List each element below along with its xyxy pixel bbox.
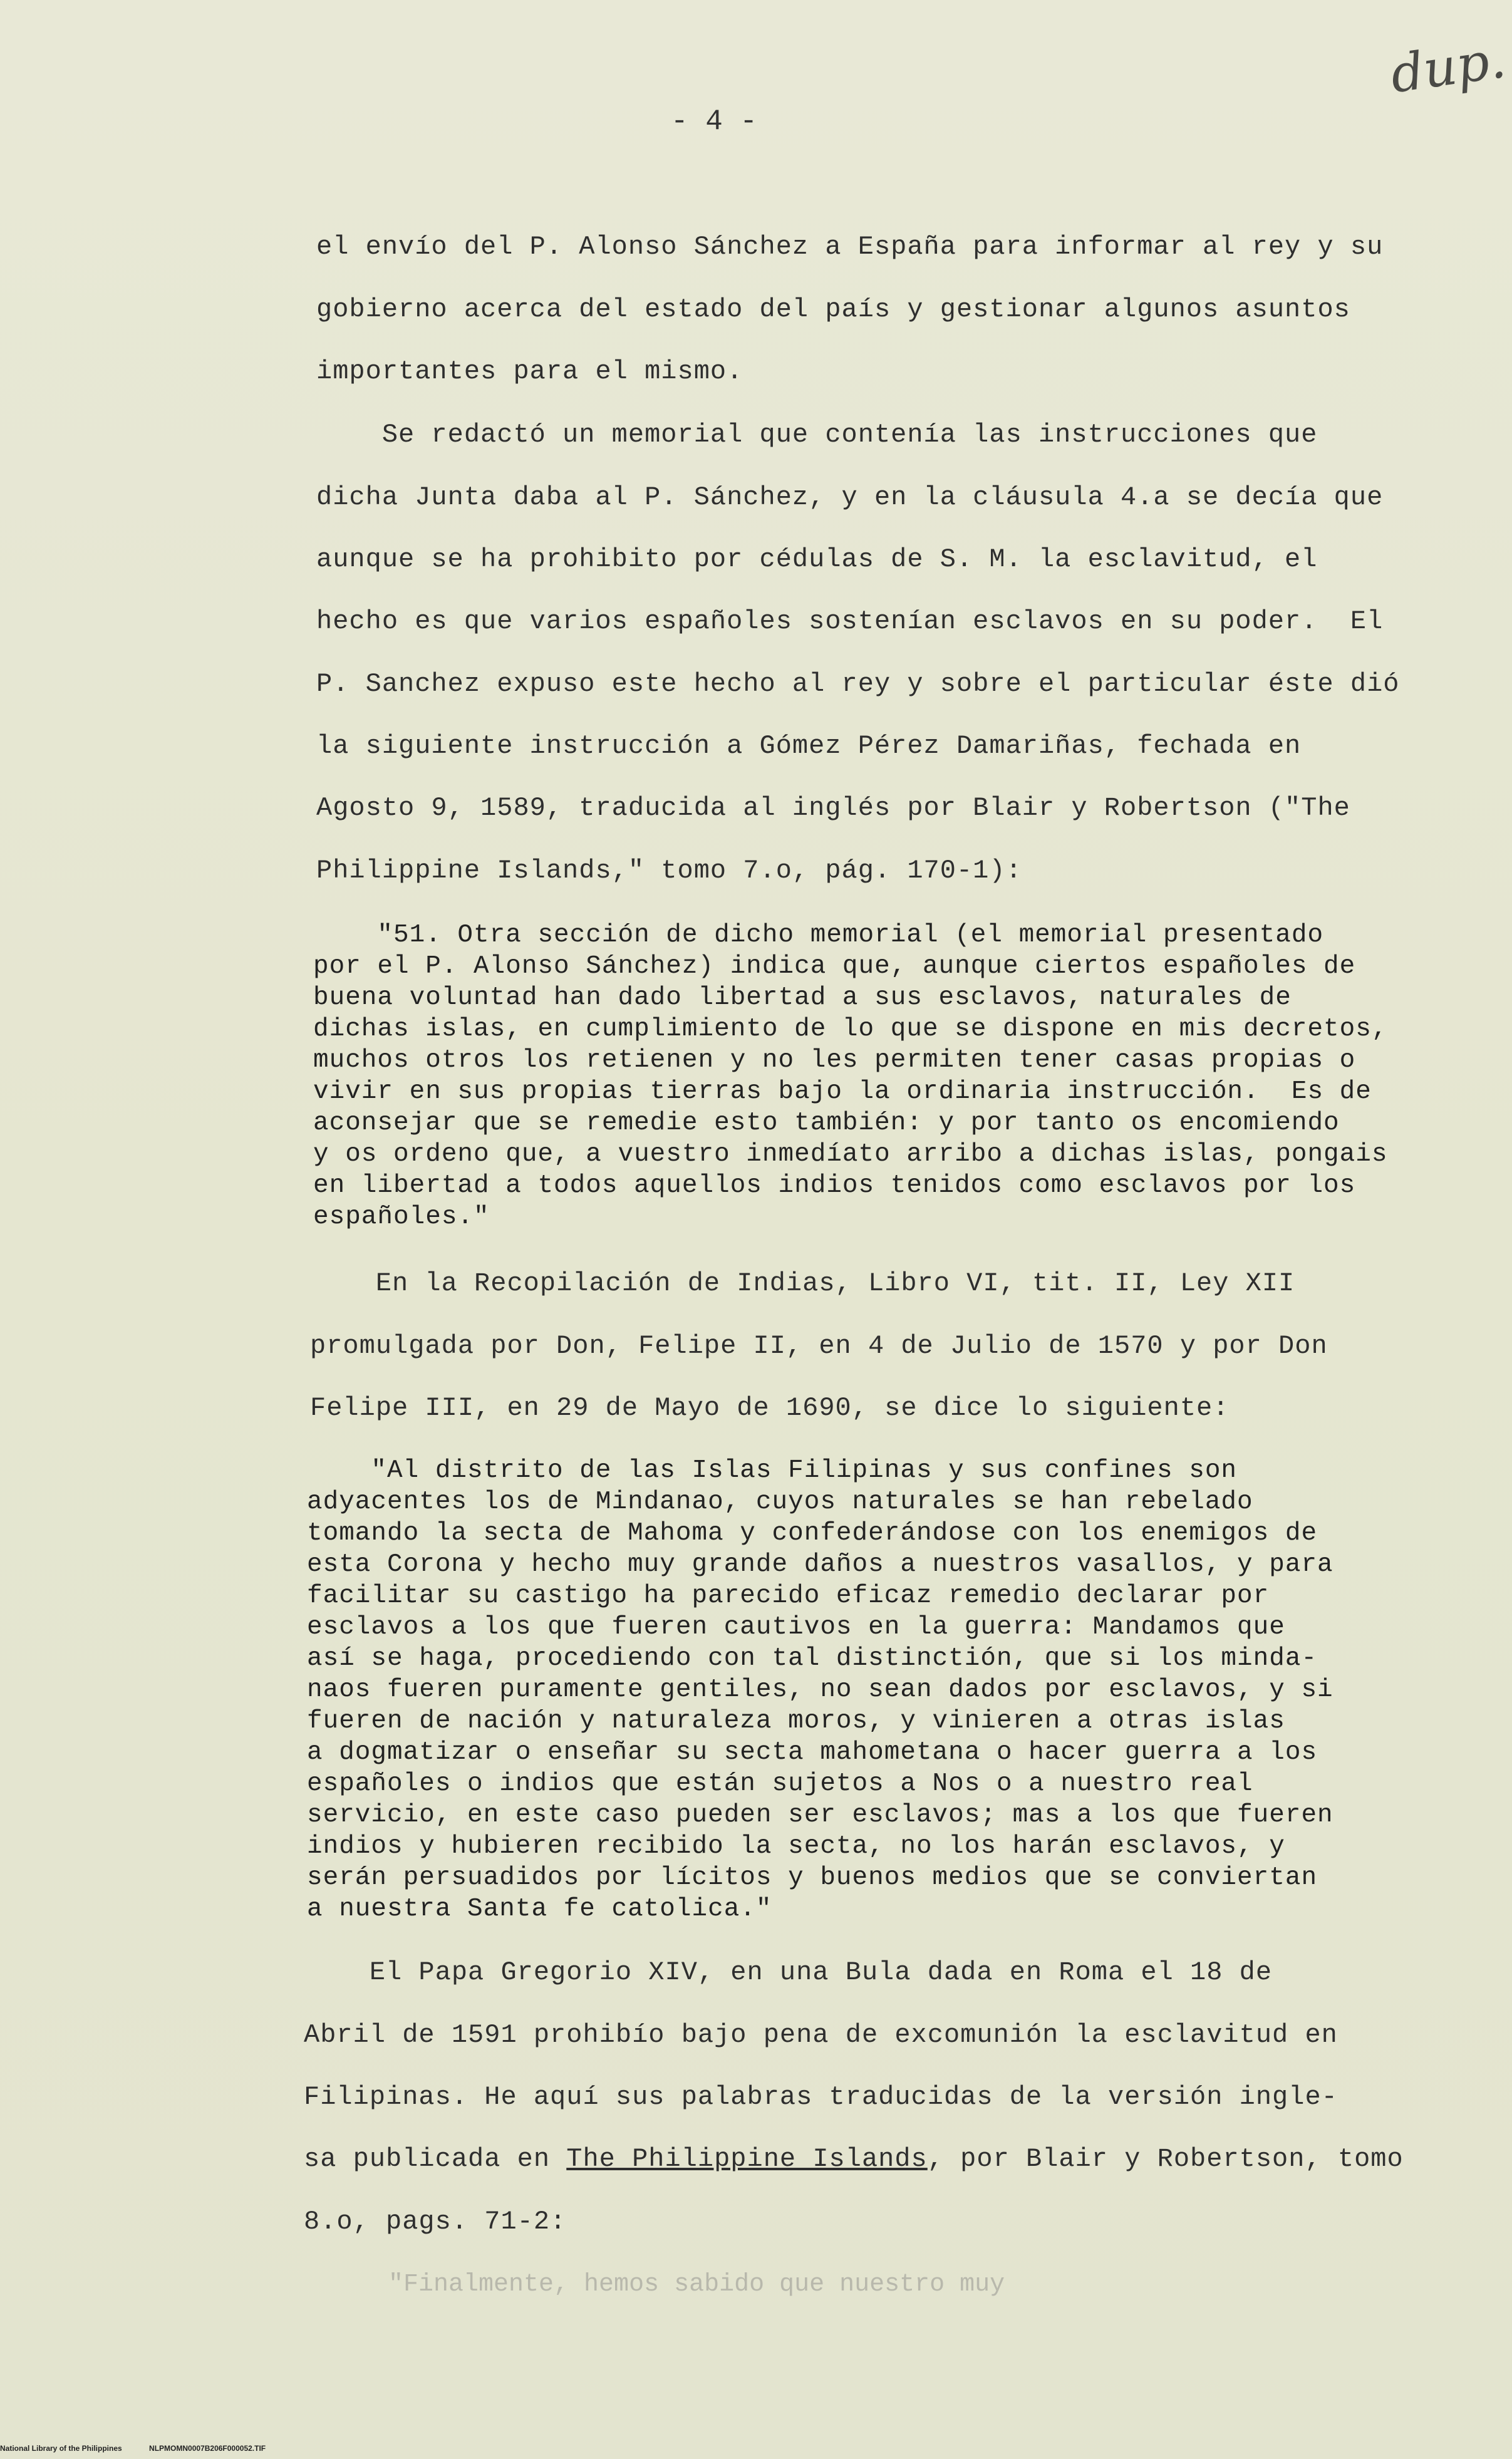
text-line: hecho es que varios españoles sostenían esclavos en su poder. El xyxy=(316,606,1384,636)
text-segment: , por Blair y Robertson, tomo xyxy=(927,2144,1404,2174)
text-line: Felipe III, en 29 de Mayo de 1690, se dice lo siguiente: xyxy=(310,1393,1230,1423)
text-line: importantes para el mismo. xyxy=(316,356,743,386)
text-line: fueren de nación y naturaleza moros, y vinieren a otras islas xyxy=(307,1707,1285,1736)
text-line: buena voluntad han dado libertad a sus esclavos, naturales de xyxy=(313,983,1292,1012)
text-line: "51. Otra sección de dicho memorial (el memorial presentado xyxy=(313,921,1324,950)
text-line: servicio, en este caso pueden ser esclavos; mas a los que fueren xyxy=(307,1801,1333,1830)
text-line: vivir en sus propias tierras bajo la ordinaria instrucción. Es de xyxy=(313,1077,1372,1106)
text-line: tomando la secta de Mahoma y confederándose con los enemigos de xyxy=(307,1519,1318,1548)
text-line: el envío del P. Alonso Sánchez a España para informar al rey y su xyxy=(316,232,1384,262)
text-line: Se redactó un memorial que contenía las instrucciones que xyxy=(316,420,1318,450)
text-line: aunque se ha prohibito por cédulas de S. M. la esclavitud, el xyxy=(316,544,1318,574)
text-line: "Al distrito de las Islas Filipinas y sus confines son xyxy=(307,1456,1238,1485)
text-line: Abril de 1591 prohibío bajo pena de excomunión la esclavitud en xyxy=(304,2020,1338,2050)
text-line: facilitar su castigo ha parecido eficaz remedio declarar por xyxy=(307,1582,1270,1610)
text-line: esclavos a los que fueren cautivos en la guerra: Mandamos que xyxy=(307,1613,1285,1642)
text-line: adyacentes los de Mindanao, cuyos naturales se han rebelado xyxy=(307,1488,1253,1516)
text-line: españoles o indios que están sujetos a Nos o a nuestro real xyxy=(307,1769,1253,1798)
file-id: NLPMOMN0007B206F000052.TIF xyxy=(149,2444,266,2453)
text-line: esta Corona y hecho muy grande daños a nuestros vasallos, y para xyxy=(307,1550,1333,1579)
text-line: El Papa Gregorio XIV, en una Bula dada en Roma el 18 de xyxy=(304,1957,1273,1987)
text-line: indios y hubieren recibido la secta, no los harán esclavos, y xyxy=(307,1832,1285,1861)
text-line: promulgada por Don, Felipe II, en 4 de Julio de 1570 y por Don xyxy=(310,1331,1328,1361)
text-line: por el P. Alonso Sánchez) indica que, aunque ciertos españoles de xyxy=(313,952,1356,981)
text-line: gobierno acerca del estado del país y gestionar algunos asuntos xyxy=(316,294,1350,324)
text-line: serán persuadidos por lícitos y buenos medios que se conviertan xyxy=(307,1863,1318,1892)
text-line: Filipinas. He aquí sus palabras traducidas de la versión ingle- xyxy=(304,2082,1338,2112)
scan-footer xyxy=(0,2444,291,2453)
text-line: dichas islas, en cumplimiento de lo que se dispone en mis decretos, xyxy=(313,1015,1388,1043)
text-line: aconsejar que se remedie esto también: y por tanto os encomiendo xyxy=(313,1109,1340,1137)
text-line: Agosto 9, 1589, traducida al inglés por Blair y Robertson ("The xyxy=(316,793,1350,823)
text-line: Philippine Islands," tomo 7.o, pág. 170-1): xyxy=(316,856,1022,886)
handwritten-annotation: dup. xyxy=(1387,29,1509,105)
text-line: a nuestra Santa fe catolica." xyxy=(307,1895,772,1923)
text-line: españoles." xyxy=(313,1203,490,1231)
text-segment: sa publicada en xyxy=(304,2144,567,2174)
book-title: The Philippine Islands xyxy=(566,2144,928,2174)
text-line: a dogmatizar o enseñar su secta mahometana o hacer guerra a los xyxy=(307,1738,1318,1767)
text-line: dicha Junta daba al P. Sánchez, y en la cláusula 4.a se decía que xyxy=(316,482,1384,512)
text-line: muchos otros los retienen y no les permiten tener casas propias o xyxy=(313,1046,1356,1075)
page-number: - 4 - xyxy=(670,105,758,138)
bleed-through-text: "Finalmente, hemos sabido que nuestro muy xyxy=(388,2270,1005,2299)
text-line xyxy=(304,2144,1404,2174)
text-line: 8.o, pags. 71-2: xyxy=(304,2207,567,2237)
text-line: en libertad a todos aquellos indios tenidos como esclavos por los xyxy=(313,1171,1356,1200)
text-line: la siguiente instrucción a Gómez Pérez Damariñas, fechada en xyxy=(316,731,1302,761)
text-line: P. Sanchez expuso este hecho al rey y sobre el particular éste dió xyxy=(316,669,1400,699)
text-line: así se haga, procediendo con tal distinctión, que si los minda- xyxy=(307,1644,1318,1673)
text-line: En la Recopilación de Indias, Libro VI, tit. II, Ley XII xyxy=(310,1268,1295,1298)
text-line: naos fueren puramente gentiles, no sean dados por esclavos, y si xyxy=(307,1675,1333,1704)
library-name: National Library of the Philippines xyxy=(0,2444,122,2453)
text-line: y os ordeno que, a vuestro inmedíato arribo a dichas islas, pongais xyxy=(313,1140,1388,1169)
